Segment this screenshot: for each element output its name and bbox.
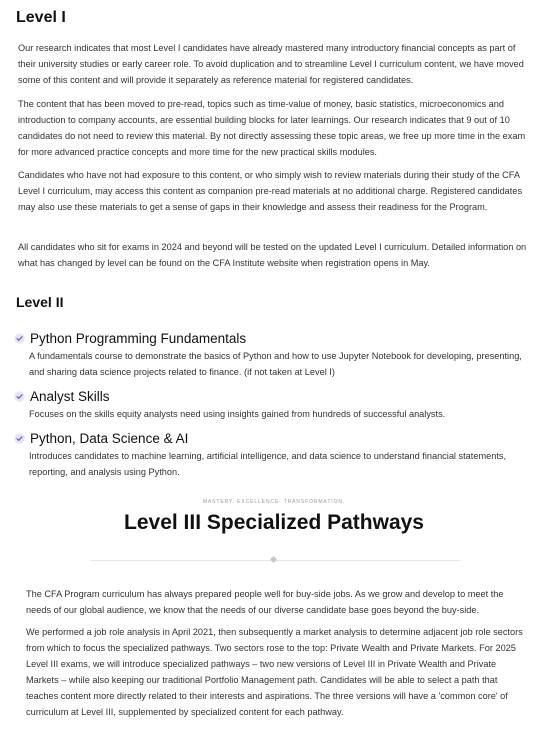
diamond-icon — [270, 556, 277, 563]
level-3-paragraph: The CFA Program curriculum has always prepared people well for buy-side jobs. As we grow and develop to meet the needs of our global audience, we know that the needs of our diverse candidate base goes beyond the buy-side. — [26, 589, 504, 615]
check-circle-icon — [14, 433, 25, 444]
item-title: Python, Data Science & AI — [30, 430, 189, 446]
level-2-item — [14, 329, 538, 380]
level-2-item — [14, 387, 538, 422]
item-description: Introduces candidates to machine learning, artificial intelligence, and data science to understand financial statements, reporting, and analysis using Python. — [29, 451, 507, 477]
level-1-paragraph: Candidates who have not had exposure to this content, or who simply wish to review materials during their study of the CFA Level I curriculum, may access this content as companion pre-read materials at no additional charge. Registered candidates may also use these materials to get a sense of gaps in their knowledge and assess their readiness for the Program. — [18, 170, 523, 212]
level-2-heading: Level II — [16, 294, 64, 310]
level-1-paragraph: Our research indicates that most Level I candidates have already mastered many introductory financial concepts as part of their university studies or early career role. To avoid duplication and to streamline Level I curriculum content, we have moved some of this content and will provide it separately as reference material for registered candidates. — [18, 43, 524, 85]
check-circle-icon — [14, 333, 25, 344]
section-eyebrow: MASTERY. EXCELLENCE. TRANSFORMATION. — [202, 499, 346, 505]
item-description: Focuses on the skills equity analysts need using insights gained from hundreds of successful analysts. — [29, 409, 446, 419]
level-3-paragraph: We performed a job role analysis in April 2021, then subsequently a market analysis to determine adjacent job role sectors from which to focus the specialized pathways. Two sectors rose to the top: Private Wealth and Private Markets. For 2025 Level III exams, we will introduce specialized pathways – two new versions of Level III in Private Wealth and Private Markets – while also keeping our traditional Portfolio Management path. Candidates will be able to select a path that teaches content more directly related to their interests and aspirations. The three versions will have a 'common core' of curriculum at Level III, supplemented by specialized content for each pathway. — [26, 627, 523, 717]
level-1-paragraph: All candidates who sit for exams in 2024 and beyond will be tested on the updated Level I curriculum. Detailed information on what has changed by level can be found on the CFA Institute website when registration opens in May. — [18, 242, 527, 268]
item-description: A fundamentals course to demonstrate the basics of Python and how to use Jupyter Notebook for developing, presenting, and sharing data science projects related to finance. (if not taken at Level I) — [29, 351, 522, 377]
level-1-paragraph: The content that has been moved to pre-read, topics such as time-value of money, basic statistics, microeconomics and introduction to company accounts, are essential building blocks for later learnings. Our research indicates that 9 out of 10 candidates do not need to review this material. By not directly assessing these topic areas, we free up more time in the exam for more advanced practice concepts and more time for the new practical skills modules. — [18, 99, 526, 157]
level-1-heading: Level I — [16, 9, 66, 26]
check-circle-icon — [14, 391, 25, 402]
level-2-item — [14, 429, 538, 480]
item-title: Python Programming Fundamentals — [30, 330, 247, 346]
item-title: Analyst Skills — [30, 388, 110, 404]
level-3-title: Level III Specialized Pathways — [124, 511, 424, 534]
